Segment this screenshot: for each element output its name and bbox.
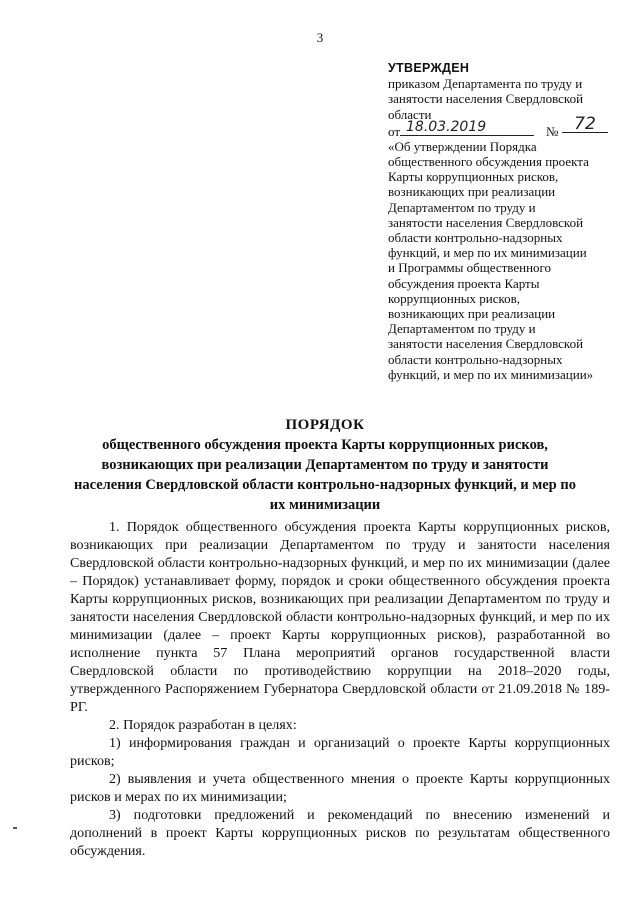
order-date-handwritten: 18.03.2019 [400, 120, 534, 136]
subject-line: Карты коррупционных рисков, [388, 169, 559, 185]
subject-line: функций, и мер по их минимизации» [388, 366, 594, 382]
approval-line: занятости населения Свердловской [388, 91, 584, 107]
subject-line: занятости населения Свердловской [388, 214, 584, 230]
title-heading: ПОРЯДОК [285, 417, 365, 433]
title-line: населения Свердловской области контрольно-надзорных функций, и мер по [74, 477, 576, 493]
title-line: возникающих при реализации Департаментом по труду и занятости [101, 457, 549, 473]
document-title [60, 415, 590, 515]
order-number-handwritten: 72 [562, 117, 608, 133]
approval-stamp-block [388, 61, 616, 382]
approval-line: области [388, 106, 432, 122]
list-item-2: 2) выявления и учета общественного мнения о проекте Карты коррупционных рисков и мерах по их минимизации; [70, 771, 610, 805]
order-number-label: № [546, 123, 559, 139]
subject-line: Департаментом по труду и [388, 199, 536, 215]
approval-heading: УТВЕРЖДЕН [388, 61, 470, 75]
subject-line: Департаментом по труду и [388, 321, 536, 337]
subject-line: возникающих при реализации [388, 306, 556, 322]
paragraph-1: 1. Порядок общественного обсуждения проекта Карты коррупционных рисков, возникающих при реализации Департаментом по труду и занятости населения Свердловской области контрольно-надзорных функций, и мер по их минимизации (далее – Порядок) устанавливает форму, порядок и сроки общественного обсуждения проекта Карты коррупционных рисков, возникающих при реализации Департаментом по труду и занятости населения Свердловской области контрольно-надзорных функций, и мер по их минимизации (далее – проект Карты коррупционных рисков), разработанной во исполнение пункта 57 Плана мероприятий органов государственной власти Свердловской области по противодействию коррупции на 2018–2020 годы, утвержденного Распоряжением Губернатора Свердловской области от 21.09.2018 № 189-РГ. [70, 519, 610, 715]
page-number: 3 [316, 30, 324, 45]
list-item-1: 1) информирования граждан и организаций о проекте Карты коррупционных рисков; [70, 735, 610, 769]
subject-line: общественного обсуждения проекта [388, 154, 589, 170]
subject-line: коррупционных рисков, [388, 290, 521, 306]
scan-mark [13, 827, 17, 829]
paragraph-2: 2. Порядок разработан в целях: [109, 717, 297, 733]
title-line: их минимизации [269, 497, 381, 513]
subject-line: области контрольно-надзорных [388, 230, 563, 246]
list-item-3: 3) подготовки предложений и рекомендаций по внесению изменений и дополнений в проект Карты коррупционных рисков по результатам общественного обсуждения. [70, 807, 610, 859]
subject-line: «Об утверждении Порядка [388, 138, 537, 154]
title-line: общественного обсуждения проекта Карты коррупционных рисков, [102, 437, 548, 453]
subject-line: области контрольно-надзорных [388, 351, 563, 367]
subject-line: обсуждения проекта Карты [388, 275, 540, 291]
subject-line: и Программы общественного [388, 260, 552, 276]
subject-line: занятости населения Свердловской [388, 336, 584, 352]
order-from-label: от [388, 123, 401, 139]
approval-line: приказом Департамента по труду и [388, 76, 583, 92]
subject-line: возникающих при реализации [388, 184, 556, 200]
document-body [70, 518, 610, 860]
subject-line: функций, и мер по их минимизации [388, 245, 587, 261]
